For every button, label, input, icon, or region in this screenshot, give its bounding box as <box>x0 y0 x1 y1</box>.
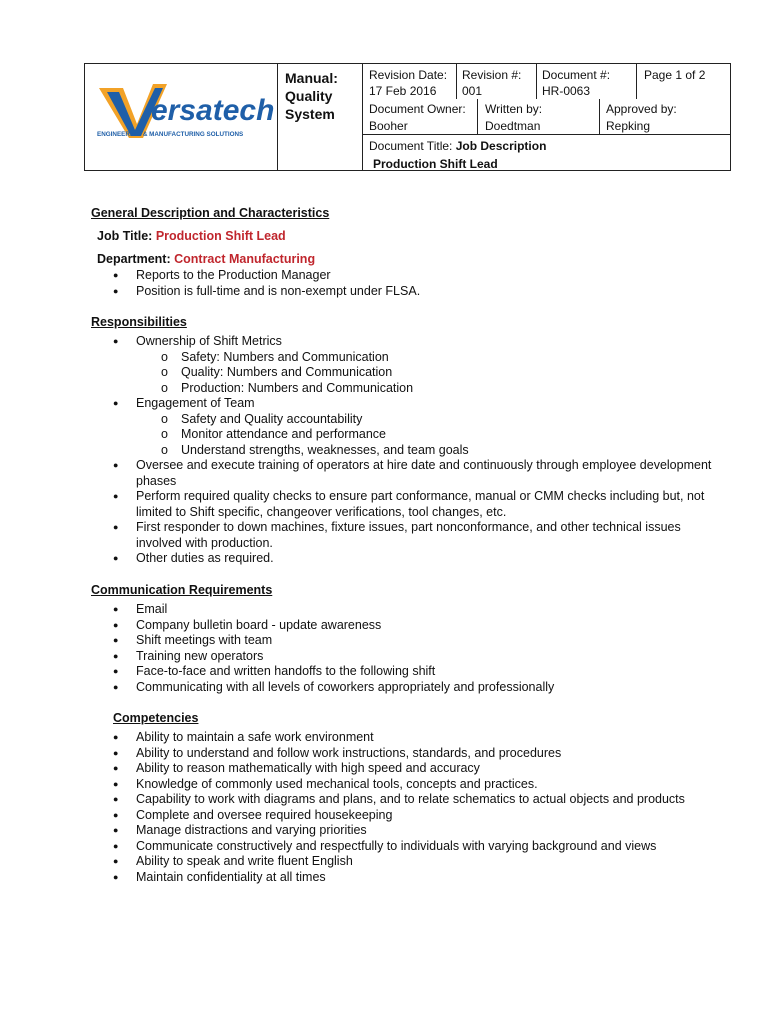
document-subtitle: Production Shift Lead <box>373 157 498 171</box>
written-by: Doedtman <box>485 119 541 133</box>
list-item: ● Ownership of Shift Metrics <box>84 334 724 350</box>
list-item: ● Ability to speak and write fluent English <box>84 854 724 870</box>
general-heading: General Description and Characteristics <box>91 206 330 220</box>
owner: Booher <box>369 119 408 133</box>
list-item: ● Capability to work with diagrams and plans, and to relate schematics to actual objects and products <box>84 792 724 808</box>
sub-list-item: o Quality: Numbers and Communication <box>84 365 724 381</box>
sub-list-item: o Safety and Quality accountability <box>84 412 724 428</box>
list-item: ● Company bulletin board - update awareness <box>84 618 724 634</box>
logo-wordmark: ersatech <box>151 94 275 127</box>
document-number-label: Document #: <box>542 68 611 82</box>
list-item: ● Engagement of Team <box>84 396 724 412</box>
job-title-row <box>97 229 286 243</box>
document-header <box>84 63 731 171</box>
revision-number-label: Revision #: <box>462 68 522 82</box>
sub-list-item: o Production: Numbers and Communication <box>84 381 724 397</box>
approved-by-label: Approved by: <box>606 102 677 116</box>
document-title: Job Description <box>455 139 547 153</box>
list-item: ● Training new operators <box>84 649 724 665</box>
list-item: ● Knowledge of commonly used mechanical tools, concepts and practices. <box>84 777 724 793</box>
job-title-label: Job Title: <box>97 229 153 243</box>
sub-list-item: o Safety: Numbers and Communication <box>84 350 724 366</box>
document-title-row <box>369 138 546 154</box>
list-item: ● Perform required quality checks to ensure part conformance, manual or CMM checks including but, not limited to Shift specific, changeover verifications, tool changes, etc. <box>84 489 724 520</box>
list-item: ● Face-to-face and written handoffs to the following shift <box>84 664 724 680</box>
revision-date-label: Revision Date: <box>369 68 448 82</box>
list-item: ● Position is full-time and is non-exempt under FLSA. <box>84 284 724 300</box>
competencies-list <box>84 730 724 885</box>
list-item: ● Communicate constructively and respectfully to individuals with varying background and views <box>84 839 724 855</box>
list-item: ● Email <box>84 602 724 618</box>
list-item: ● First responder to down machines, fixture issues, part nonconformance, and other technical issues involved with production. <box>84 520 724 551</box>
sub-list-item: o Monitor attendance and performance <box>84 427 724 443</box>
page-indicator: Page 1 of 2 <box>644 68 706 82</box>
list-item: ● Reports to the Production Manager <box>84 268 724 284</box>
communication-list <box>84 602 724 695</box>
versatech-logo <box>93 74 275 144</box>
list-item: ● Ability to understand and follow work instructions, standards, and procedures <box>84 746 724 762</box>
owner-label: Document Owner: <box>369 102 466 116</box>
revision-number: 001 <box>462 84 483 98</box>
responsibilities-heading: Responsibilities <box>91 315 187 329</box>
list-item: ● Communicating with all levels of coworkers appropriately and professionally <box>84 680 724 696</box>
written-by-label: Written by: <box>485 102 543 116</box>
list-item: ● Maintain confidentiality at all times <box>84 870 724 886</box>
logo-tagline: ENGINEERING & MANUFACTURING SOLUTIONS <box>97 131 244 138</box>
list-item: ● Shift meetings with team <box>84 633 724 649</box>
document-number: HR-0063 <box>542 84 591 98</box>
communication-heading: Communication Requirements <box>91 583 273 597</box>
department-row <box>97 252 315 266</box>
competencies-heading: Competencies <box>113 711 199 725</box>
responsibilities-list <box>84 334 724 567</box>
list-item: ● Ability to reason mathematically with high speed and accuracy <box>84 761 724 777</box>
job-title: Production Shift Lead <box>155 229 286 243</box>
sub-list-item: o Understand strengths, weaknesses, and team goals <box>84 443 724 459</box>
list-item: ● Other duties as required. <box>84 551 724 567</box>
document-title-label: Document Title: <box>369 139 453 153</box>
revision-date: 17 Feb 2016 <box>369 84 437 98</box>
approved-by: Repking <box>606 119 651 133</box>
list-item: ● Oversee and execute training of operators at hire date and continuously through employee development phases <box>84 458 724 489</box>
list-item: ● Manage distractions and varying priorities <box>84 823 724 839</box>
manual-title: Manual: Quality System <box>285 70 338 122</box>
list-item: ● Complete and oversee required housekeeping <box>84 808 724 824</box>
department: Contract Manufacturing <box>174 252 316 266</box>
list-item: ● Ability to maintain a safe work environment <box>84 730 724 746</box>
general-list <box>84 268 724 299</box>
department-label: Department: <box>97 252 171 266</box>
